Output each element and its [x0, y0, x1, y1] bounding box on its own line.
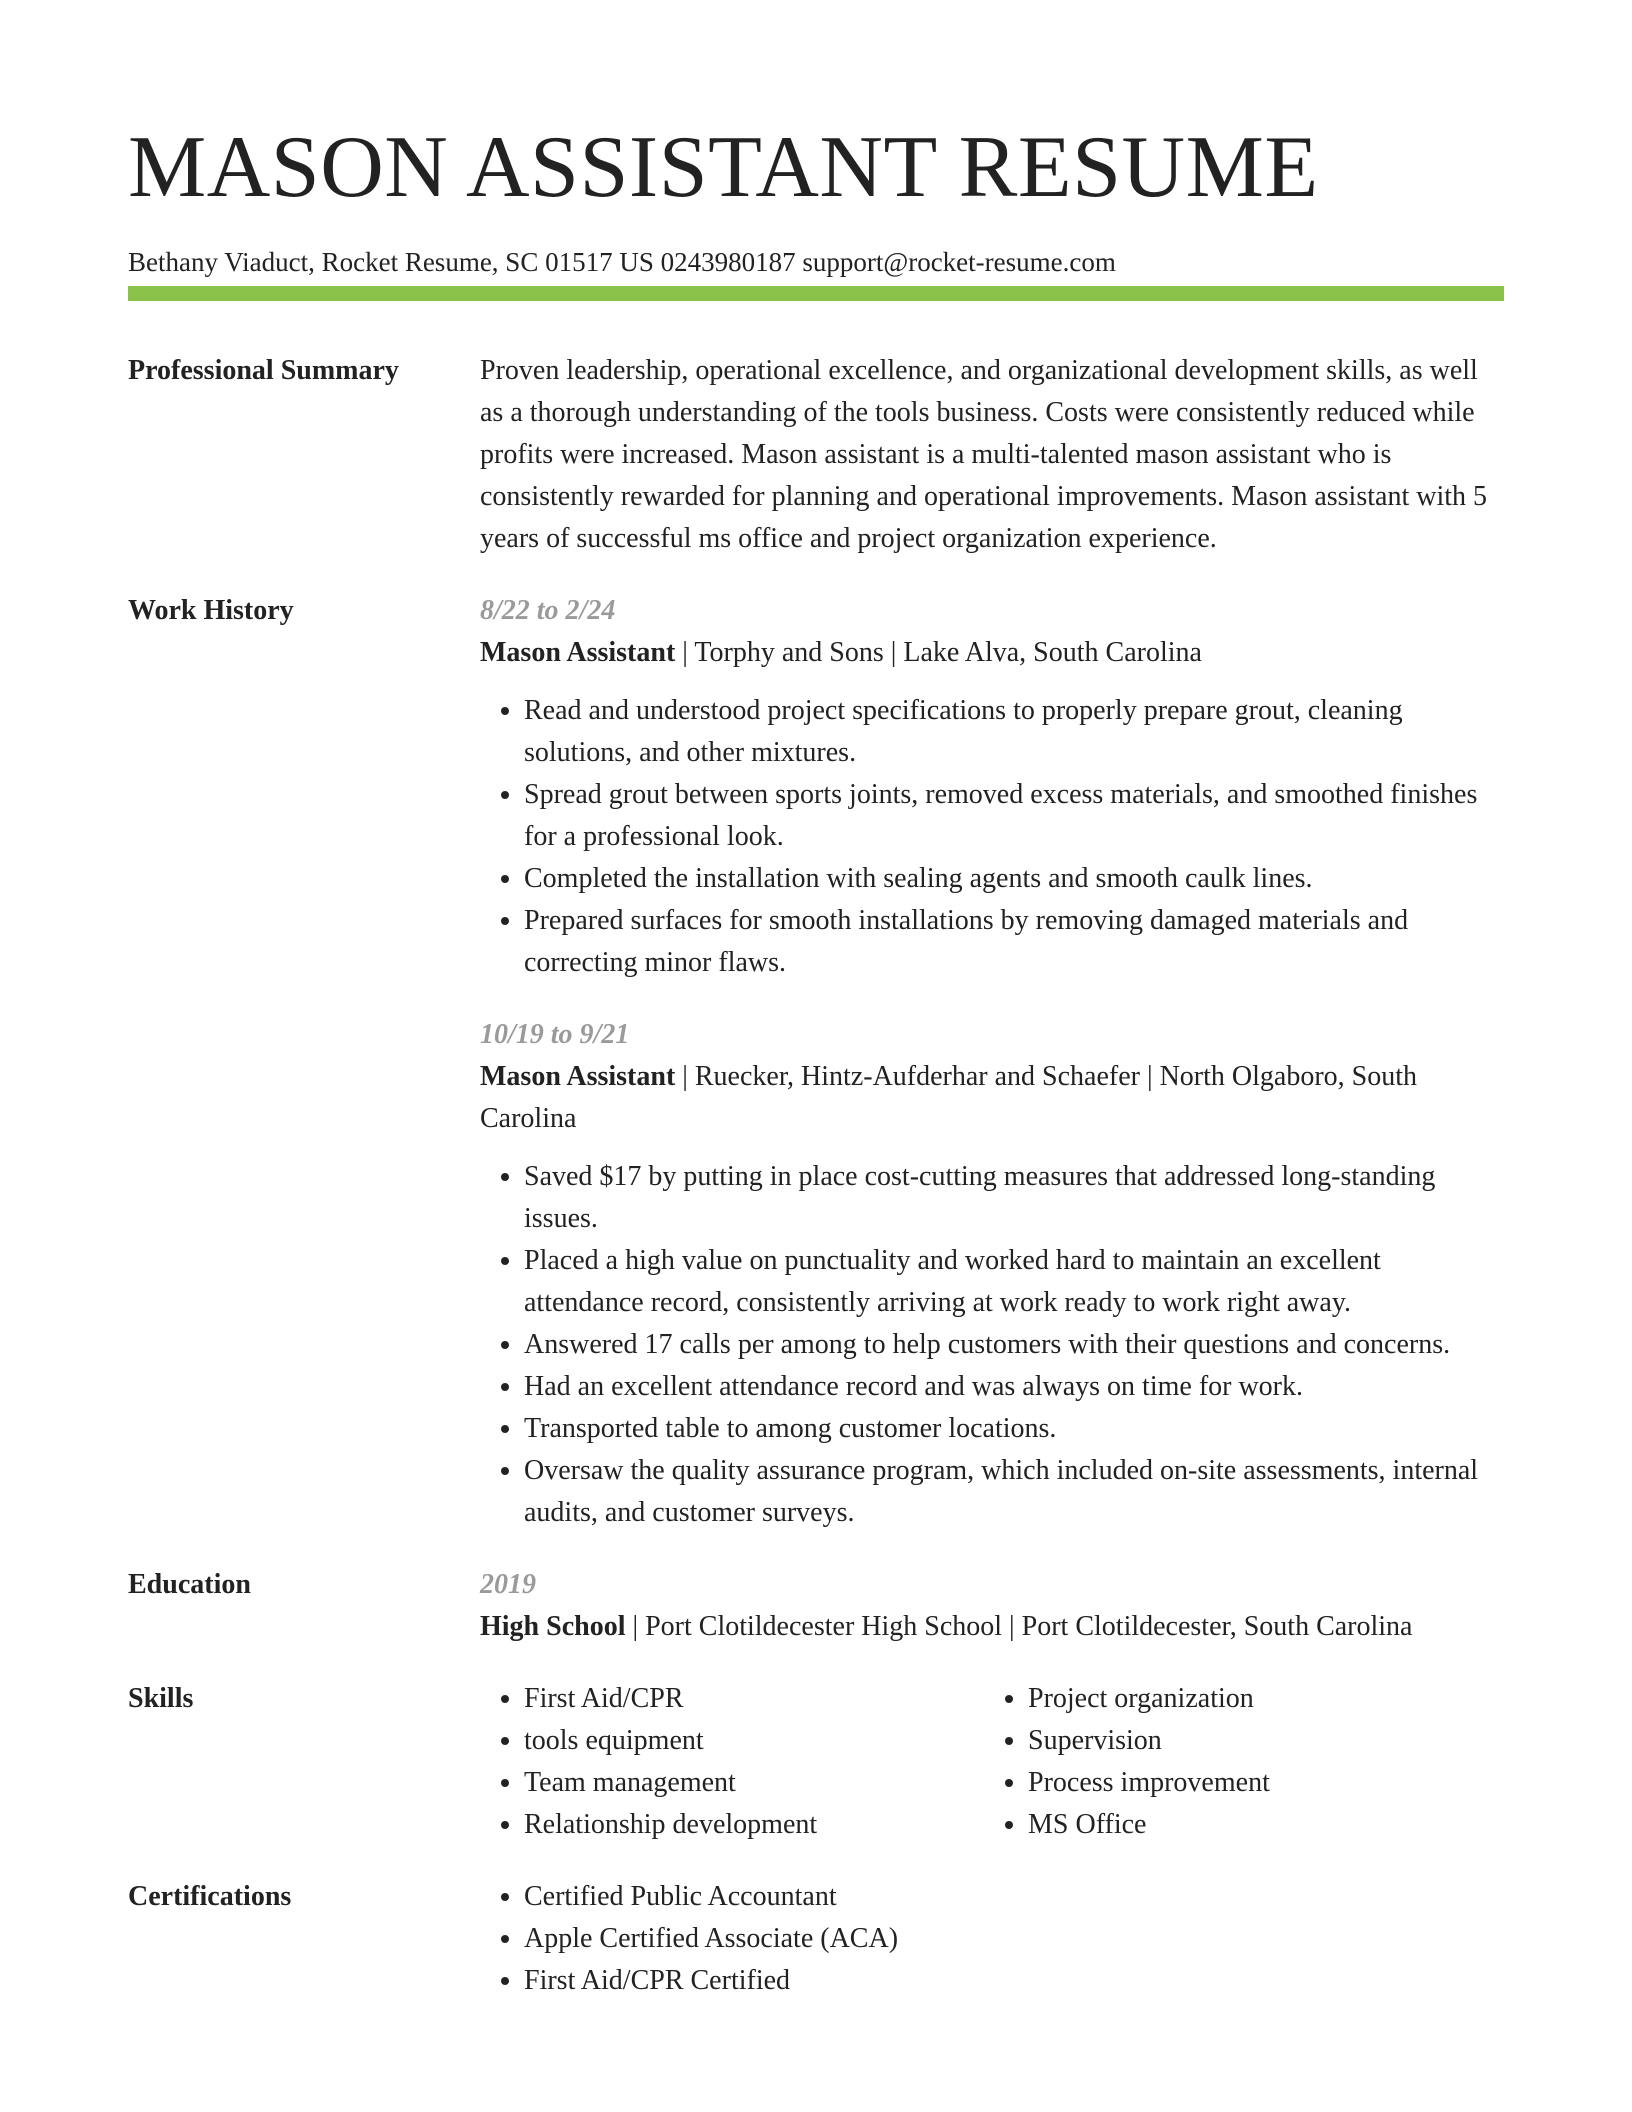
skills-label: Skills	[128, 1683, 194, 1714]
education-section	[128, 1564, 1504, 1648]
job-dates: 10/19 to 9/21	[480, 1019, 630, 1050]
resume-content	[128, 350, 1504, 2002]
job-bullet: • Placed a high value on punctuality and worked hard to maintain an excellent attendance record, consistently arriving at work ready to work right away.	[524, 1240, 1504, 1324]
job-bullets	[480, 690, 1504, 984]
job-bullet: • Read and understood project specifications to properly prepare grout, cleaning solutions, and other mixtures.	[524, 690, 1504, 774]
certifications-label: Certifications	[128, 1881, 292, 1912]
job-dates: 8/22 to 2/24	[480, 595, 616, 626]
job-bullet: • Oversaw the quality assurance program, which included on-site assessments, internal audits, and customer surveys.	[524, 1450, 1504, 1534]
education-heading	[480, 1606, 1504, 1648]
job-bullet: • Transported table to among customer locations.	[524, 1408, 1504, 1450]
job-bullet: • Saved $17 by putting in place cost-cutting measures that addressed long-standing issues.	[524, 1156, 1504, 1240]
skill-item: • Relationship development	[524, 1804, 984, 1846]
skill-item: • Team management	[524, 1762, 984, 1804]
skill-item: • Process improvement	[1028, 1762, 1488, 1804]
job-entry	[480, 590, 1504, 984]
job-details: | Torphy and Sons | Lake Alva, South Carolina	[675, 637, 1202, 668]
work-history-section	[128, 590, 1504, 1534]
skill-item: • First Aid/CPR	[524, 1678, 984, 1720]
job-details: | Ruecker, Hintz-Aufderhar and Schaefer | North Olgaboro, South Carolina	[480, 1061, 1418, 1134]
job-bullets	[480, 1156, 1504, 1534]
certification-item: • Certified Public Accountant	[524, 1876, 1504, 1918]
summary-label: Professional Summary	[128, 355, 399, 386]
certifications-section	[128, 1876, 1504, 2002]
certification-item: • Apple Certified Associate (ACA)	[524, 1918, 1504, 1960]
job-entry	[480, 1014, 1504, 1534]
skill-item: • Project organization	[1028, 1678, 1488, 1720]
job-heading	[480, 632, 1504, 674]
skill-item: • tools equipment	[524, 1720, 984, 1762]
education-degree: High School	[480, 1611, 626, 1642]
skills-grid	[480, 1678, 1504, 1846]
accent-divider	[128, 286, 1504, 301]
skills-section	[128, 1678, 1504, 1846]
contact-line: Bethany Viaduct, Rocket Resume, SC 01517 US 0243980187 support@rocket-resume.com	[128, 247, 1116, 277]
job-heading	[480, 1056, 1504, 1140]
summary-section	[128, 350, 1504, 560]
work-history-label: Work History	[128, 595, 294, 626]
resume-title: MASON ASSISTANT RESUME	[128, 119, 1319, 216]
job-title: Mason Assistant	[480, 1061, 676, 1092]
education-label: Education	[128, 1569, 251, 1600]
skill-item: • MS Office	[1028, 1804, 1488, 1846]
skills-list	[984, 1678, 1488, 1846]
job-bullet: • Completed the installation with sealing agents and smooth caulk lines.	[524, 858, 1504, 900]
skills-list	[480, 1678, 984, 1846]
job-bullet: • Had an excellent attendance record and was always on time for work.	[524, 1366, 1504, 1408]
education-details: | Port Clotildecester High School | Port Clotildecester, South Carolina	[625, 1611, 1413, 1642]
job-title: Mason Assistant	[480, 637, 676, 668]
resume-header	[128, 118, 1504, 280]
skills-column-left	[480, 1678, 984, 1846]
summary-text: Proven leadership, operational excellence, and organizational development skills, as well as a thorough understanding of the tools business. Costs were consistently reduced while profits were increased. Mason assistant is a multi-talented mason assistant who is consistently rewarded for planning and operational improvements. Mason assistant with 5 years of successful ms office and project organization experience.	[480, 355, 1488, 554]
certifications-list	[480, 1876, 1504, 2002]
job-bullet: • Spread grout between sports joints, removed excess materials, and smoothed finishes for a professional look.	[524, 774, 1504, 858]
education-year: 2019	[480, 1569, 536, 1600]
job-bullet: • Answered 17 calls per among to help customers with their questions and concerns.	[524, 1324, 1504, 1366]
job-bullet: • Prepared surfaces for smooth installations by removing damaged materials and correcting minor flaws.	[524, 900, 1504, 984]
skill-item: • Supervision	[1028, 1720, 1488, 1762]
certification-item: • First Aid/CPR Certified	[524, 1960, 1504, 2002]
skills-column-right	[984, 1678, 1488, 1846]
